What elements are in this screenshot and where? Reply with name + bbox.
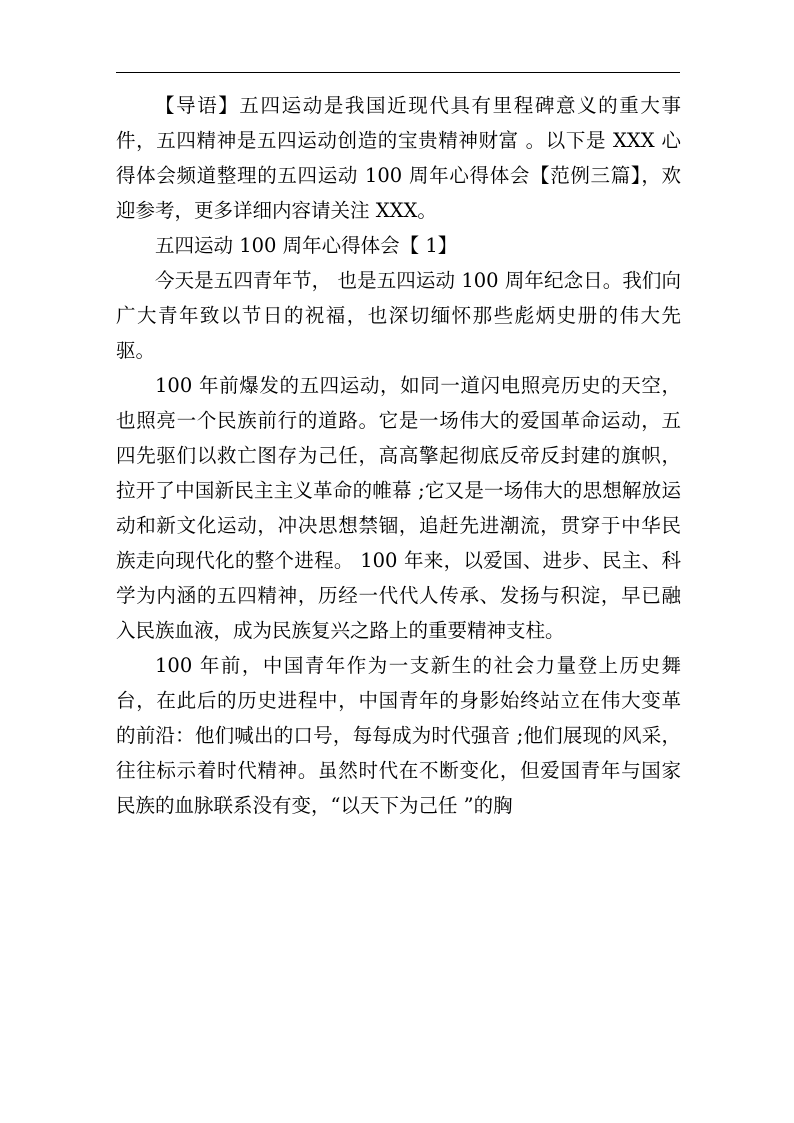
intro-paragraph: 【导语】五四运动是我国近现代具有里程碑意义的重大事件，五四精神是五四运动创造的宝贵精神财富 。以下是 XXX 心得体会频道整理的五四运动 100 周年心得体会【范例三篇】，欢迎参考，更多详细内容请关注 XXX。	[116, 94, 681, 222]
header-rule	[116, 72, 680, 73]
body-paragraph: 100 年前爆发的五四运动，如同一道闪电照亮历史的天空，也照亮一个民族前行的道路。它是一场伟大的爱国革命运动，五四先驱们以救亡图存为己任，高高擎起彻底反帝反封建的旗帜，拉开了中国新民主主义革命的帷幕 ;它又是一场伟大的思想解放运动和新文化运动，冲决思想禁锢，追赶先进潮流，贯穿于中华民族走向现代化的整个进程。 100 年来，以爱国、进步、民主、科学为内涵的五四精神，历经一代代人传承、发扬与积淀，早已融入民族血液，成为民族复兴之路上的重要精神支柱。	[116, 374, 681, 642]
body-paragraph: 100 年前，中国青年作为一支新生的社会力量登上历史舞台，在此后的历史进程中，中国青年的身影始终站立在伟大变革的前沿：他们喊出的口号，每每成为时代强音 ;他们展现的风采，往往标示着时代精神。虽然时代在不断变化，但爱国青年与国家民族的血脉联系没有变，“以天下为己任 ”的胸	[116, 654, 681, 817]
section-heading: 五四运动 100 周年心得体会【 1】	[155, 234, 458, 257]
body-paragraph: 今天是五四青年节， 也是五四运动 100 周年纪念日。我们向广大青年致以节日的祝福，也深切缅怀那些彪炳史册的伟大先驱。	[116, 269, 681, 362]
document-body	[116, 88, 681, 823]
